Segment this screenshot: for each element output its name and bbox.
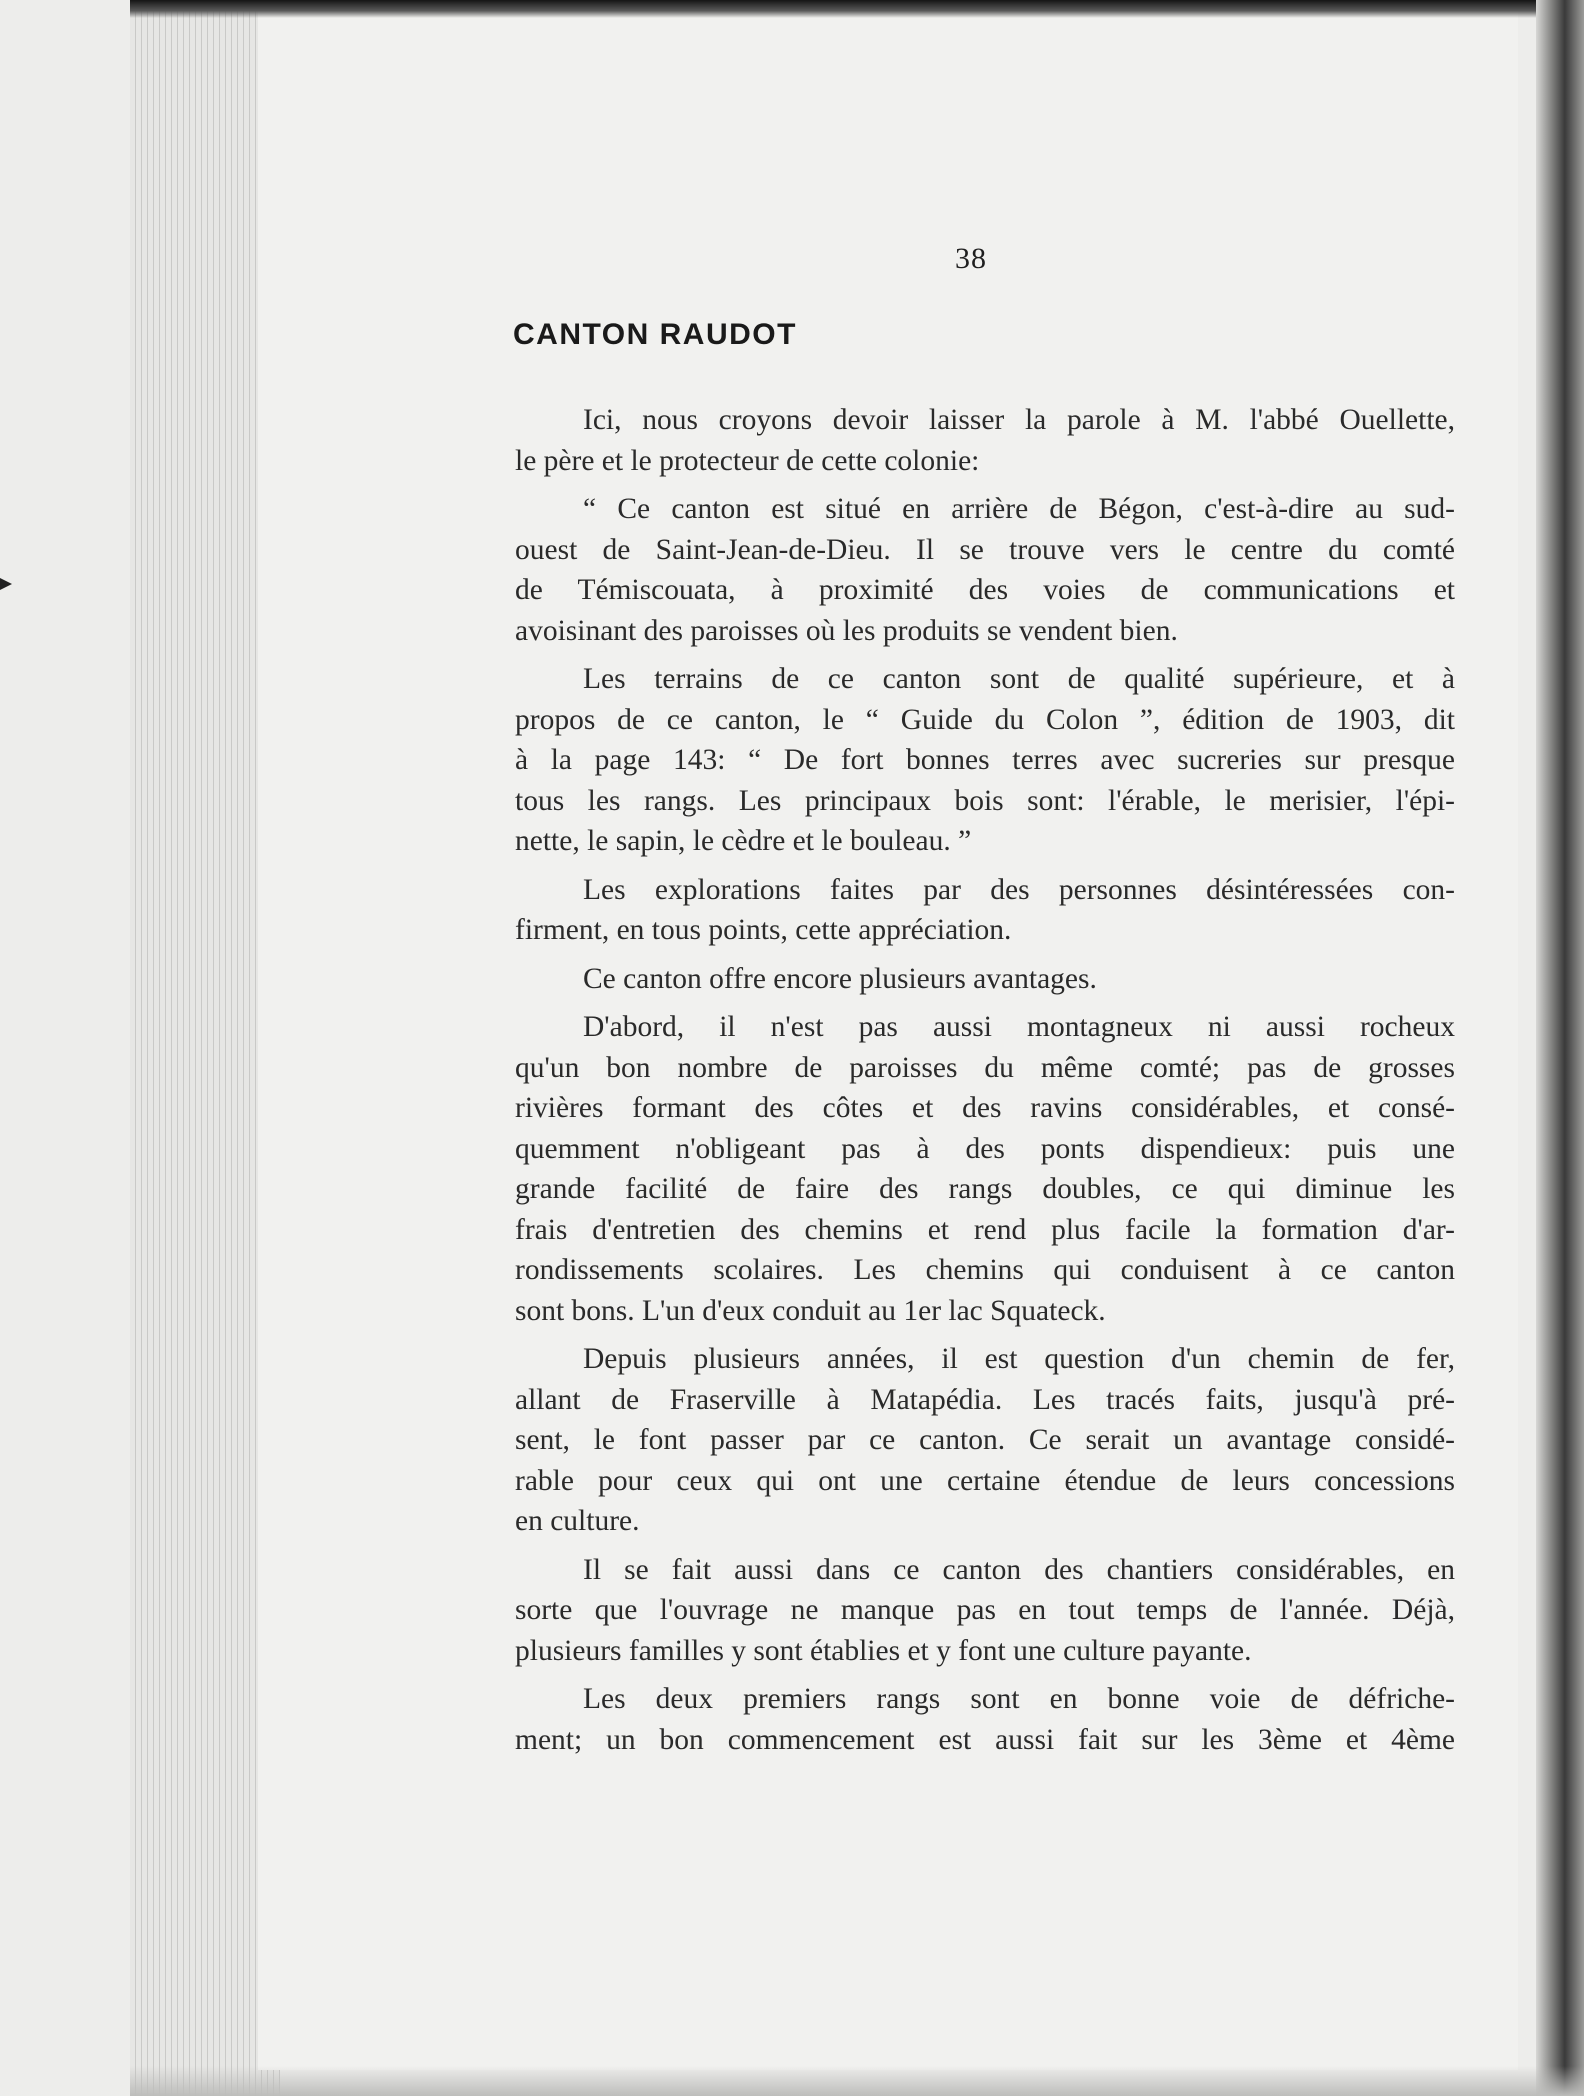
text-line: “ Ce canton est situé en arrière de Bégon, c'est-à-dire au sud- [583,493,1455,525]
text-line: Les deux premiers rangs sont en bonne voie de défriche- [583,1683,1455,1715]
text-line: plusieurs familles y sont établies et y font une culture payante. [515,1634,1252,1667]
text-line: nette, le sapin, le cèdre et le bouleau. ” [515,825,972,857]
text-line: sent, le font passer par ce canton. Ce serait un avantage considé- [515,1424,1455,1456]
text-line: de Témiscouata, à proximité des voies de communications et [515,574,1455,606]
text-line: Depuis plusieurs années, il est question d'un chemin de fer, [583,1343,1455,1375]
text-line: quemment n'obligeant pas à des ponts dispendieux: puis une [515,1132,1455,1165]
page-number: 38 [955,242,987,275]
text-line: Il se fait aussi dans ce canton des chantiers considérables, en [583,1553,1455,1586]
page-title: CANTON RAUDOT [513,318,797,351]
text-line: en culture. [515,1505,640,1537]
paragraph [515,1339,1455,1542]
text-line: rivières formant des côtes et des ravins considérables, et consé- [515,1092,1455,1124]
text-line: Les explorations faites par des personnes désintéressées con- [583,873,1455,906]
bottom-shadow [130,2066,1584,2096]
text-line: frais d'entretien des chemins et rend plus facile la formation d'ar- [515,1213,1455,1246]
text-line: sont bons. L'un d'eux conduit au 1er lac Squateck. [515,1294,1106,1327]
paragraph [515,659,1455,862]
paragraph [515,959,1455,1000]
text-line: propos de ce canton, le “ Guide du Colon ”, édition de 1903, dit [515,703,1455,736]
text-line: firment, en tous points, cette appréciation. [515,914,1012,946]
text-line: Ici, nous croyons devoir laisser la parole à M. l'abbé Ouellette, [583,404,1455,436]
paragraph [515,1550,1455,1672]
text-line: Ce canton offre encore plusieurs avantages. [583,962,1097,995]
top-shadow [130,0,1584,18]
text-line: qu'un bon nombre de paroisses du même comté; pas de grosses [515,1051,1455,1084]
text-line: ment; un bon commencement est aussi fait sur les 3ème et 4ème [515,1723,1455,1756]
text-line: tous les rangs. Les principaux bois sont: l'érable, le merisier, l'épi- [515,784,1455,817]
text-line: D'abord, il n'est pas aussi montagneux ni aussi rocheux [583,1011,1455,1043]
text-line: allant de Fraserville à Matapédia. Les tracés faits, jusqu'à pré- [515,1383,1455,1416]
arrow-marker-icon [0,578,12,590]
text-line: avoisinant des paroisses où les produits se vendent bien. [515,614,1178,647]
text-line: grande facilité de faire des rangs doubles, ce qui diminue les [515,1173,1455,1205]
text-line: rondissements scolaires. Les chemins qui conduisent à ce canton [515,1254,1455,1286]
paragraph [515,870,1455,951]
right-shadow [1536,0,1584,2096]
paragraph [515,489,1455,651]
text-line: le père et le protecteur de cette colonie: [515,444,980,477]
text-line: sorte que l'ouvrage ne manque pas en tout temps de l'année. Déjà, [515,1594,1455,1626]
text-line: Les terrains de ce canton sont de qualité supérieure, et à [583,663,1455,695]
body-text [515,400,1455,1760]
paragraph [515,400,1455,481]
text-line: rable pour ceux qui ont une certaine étendue de leurs concessions [515,1464,1455,1497]
paragraph [515,1007,1455,1331]
text-line: à la page 143: “ De fort bonnes terres avec sucreries sur presque [515,744,1455,776]
text-line: ouest de Saint-Jean-de-Dieu. Il se trouve vers le centre du comté [515,533,1455,566]
paragraph [515,1679,1455,1760]
